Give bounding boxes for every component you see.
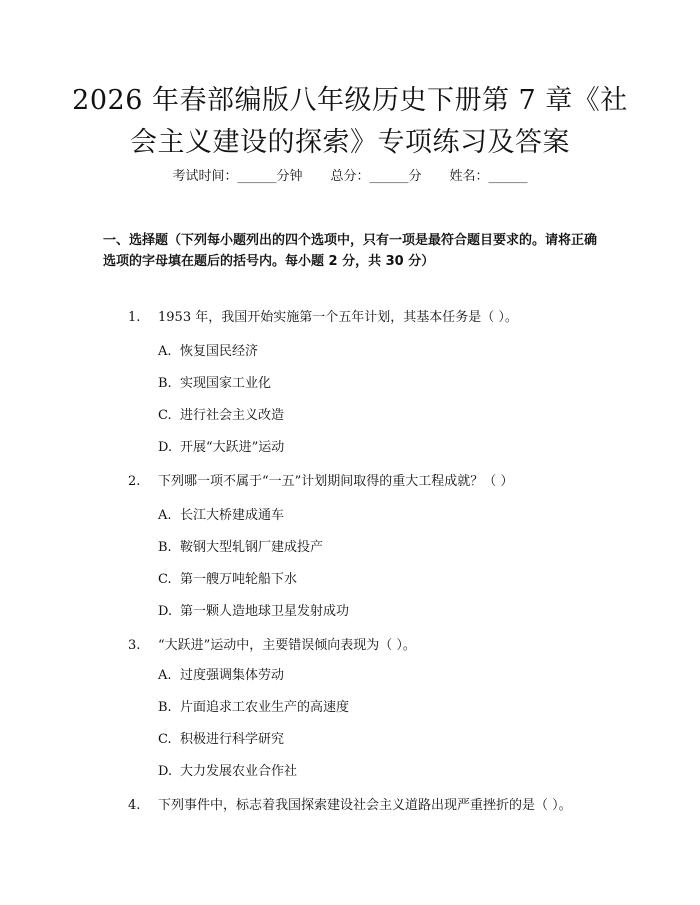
option-letter: B. — [158, 700, 172, 715]
option-letter: A. — [158, 668, 172, 683]
question-number: 1. — [128, 310, 141, 325]
option-text: 长江大桥建成通车 — [180, 508, 285, 523]
option-letter: C. — [158, 572, 172, 587]
student-name-field: 姓名：______ — [449, 169, 528, 184]
question-number: 2. — [128, 474, 141, 489]
option-letter: D. — [158, 604, 173, 619]
option-letter: D. — [158, 764, 173, 779]
question-3 — [128, 636, 588, 656]
option-text: 大力发展农业合作社 — [180, 764, 298, 779]
question-number: 3. — [128, 638, 141, 653]
option-letter: C. — [158, 408, 172, 423]
option-3d — [158, 762, 297, 782]
option-text: 实现国家工业化 — [180, 376, 272, 391]
option-letter: D. — [158, 440, 173, 455]
question-number: 4. — [128, 798, 141, 813]
document-title: 2026 年春部编版八年级历史下册第 7 章《社会主义建设的探索》专项练习及答案 — [72, 85, 628, 158]
question-text: “大跃进”运动中，主要错误倾向表现为（ ）。 — [158, 638, 416, 653]
option-text: 鞍钢大型轧钢厂建成投产 — [180, 540, 324, 555]
option-text: 过度强调集体劳动 — [180, 668, 285, 683]
option-1a — [158, 342, 258, 362]
option-1c — [158, 406, 284, 426]
option-letter: A. — [158, 508, 172, 523]
question-1 — [128, 308, 588, 328]
question-text: 1953 年，我国开始实施第一个五年计划，其基本任务是（ ）。 — [158, 310, 518, 325]
exam-score: 总分：______分 — [330, 169, 422, 184]
option-2d — [158, 602, 349, 622]
option-letter: C. — [158, 732, 172, 747]
option-letter: A. — [158, 344, 172, 359]
option-text: 积极进行科学研究 — [180, 732, 285, 747]
option-3a — [158, 666, 284, 686]
option-text: 进行社会主义改造 — [180, 408, 285, 423]
option-text: 片面追求工农业生产的高速度 — [180, 700, 350, 715]
option-2a — [158, 506, 284, 526]
option-letter: B. — [158, 540, 172, 555]
question-4 — [103, 796, 593, 816]
exam-meta — [0, 167, 700, 187]
exam-time: 考试时间：______分钟 — [172, 169, 303, 184]
option-2b — [158, 538, 323, 558]
question-2 — [128, 472, 588, 492]
option-1b — [158, 374, 271, 394]
option-3b — [158, 698, 349, 718]
option-1d — [158, 438, 284, 458]
option-2c — [158, 570, 297, 590]
option-letter: B. — [158, 376, 172, 391]
option-3c — [158, 730, 284, 750]
question-text: 下列事件中，标志着我国探索建设社会主义道路出现严重挫折的是（ ）。 — [158, 798, 572, 813]
section-heading: 一、选择题（下列每小题列出的四个选项中，只有一项是最符合题目要求的。请将正确选项的字母填在题后的括号内。每小题 2 分，共 30 分） — [103, 233, 598, 269]
option-text: 开展“大跃进”运动 — [180, 440, 285, 455]
option-text: 第一艘万吨轮船下水 — [180, 572, 298, 587]
option-text: 第一颗人造地球卫星发射成功 — [180, 604, 350, 619]
question-text: 下列哪一项不属于“一五”计划期间取得的重大工程成就？（ ） — [158, 474, 514, 489]
option-text: 恢复国民经济 — [180, 344, 259, 359]
